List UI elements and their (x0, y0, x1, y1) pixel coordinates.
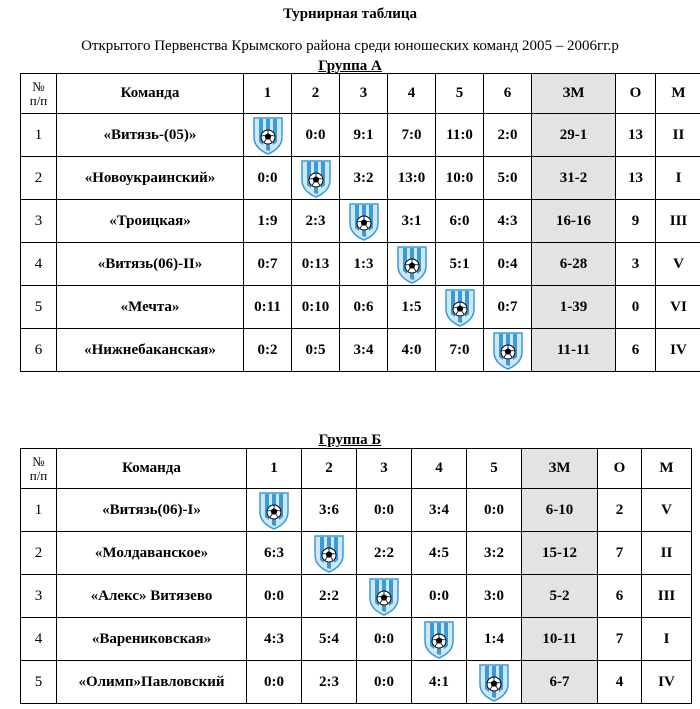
row-number: 2 (21, 157, 57, 200)
table-row (21, 661, 692, 704)
header-num (21, 74, 57, 114)
group-b-label: Группа Б (318, 432, 382, 448)
match-result: 0:10 (292, 286, 340, 329)
place-cell: III (642, 575, 692, 618)
group-a-table (20, 73, 700, 372)
team-name: «Витязь-(05)» (57, 114, 244, 157)
match-result: 1:9 (244, 200, 292, 243)
match-result: 11:0 (436, 114, 484, 157)
match-result: 0:13 (292, 243, 340, 286)
points-cell: 9 (616, 200, 656, 243)
points-cell: 3 (616, 243, 656, 286)
soccer-crest-icon (478, 662, 510, 702)
match-result: 2:0 (484, 114, 532, 157)
match-result: 3:2 (340, 157, 388, 200)
match-result: 3:6 (302, 489, 357, 532)
team-name: «Алекс» Витязево (57, 575, 247, 618)
match-result: 0:0 (357, 661, 412, 704)
points-cell: 6 (598, 575, 642, 618)
match-result: 0:7 (484, 286, 532, 329)
header-num-abbr: п/п (29, 467, 48, 483)
self-match-cell (412, 618, 467, 661)
place-cell: II (656, 114, 700, 157)
self-match-cell (357, 575, 412, 618)
match-result: 5:1 (436, 243, 484, 286)
group-b-table (20, 448, 692, 704)
match-result: 1:5 (388, 286, 436, 329)
self-match-cell (302, 532, 357, 575)
goals-cell: 6-10 (522, 489, 598, 532)
header-opponent-3: 3 (340, 74, 388, 114)
points-cell: 7 (598, 618, 642, 661)
place-cell: V (656, 243, 700, 286)
goals-cell: 15-12 (522, 532, 598, 575)
match-result: 0:7 (244, 243, 292, 286)
goals-cell: 31-2 (532, 157, 616, 200)
match-result: 6:0 (436, 200, 484, 243)
team-name: «Новоукраинский» (57, 157, 244, 200)
table-row (21, 329, 700, 372)
soccer-crest-icon (444, 287, 476, 327)
match-result: 0:0 (292, 114, 340, 157)
points-cell: 7 (598, 532, 642, 575)
match-result: 1:4 (467, 618, 522, 661)
header-opponent-1: 1 (244, 74, 292, 114)
team-name: «Мечта» (57, 286, 244, 329)
team-name: «Троицкая» (57, 200, 244, 243)
table-row (21, 286, 700, 329)
row-number: 5 (21, 286, 57, 329)
match-result: 1:3 (340, 243, 388, 286)
group-a-header-row (21, 74, 700, 114)
team-name: «Молдаванское» (57, 532, 247, 575)
goals-cell: 6-7 (522, 661, 598, 704)
header-opponent-1: 1 (247, 449, 302, 489)
table-row (21, 157, 700, 200)
place-cell: I (642, 618, 692, 661)
match-result: 5:4 (302, 618, 357, 661)
place-cell: III (656, 200, 700, 243)
header-team: Команда (57, 74, 244, 114)
group-a-label: Группа А (318, 58, 382, 74)
header-goals: ЗМ (532, 74, 616, 114)
match-result: 4:3 (247, 618, 302, 661)
goals-cell: 11-11 (532, 329, 616, 372)
table-row (21, 243, 700, 286)
place-cell: I (656, 157, 700, 200)
goals-cell: 1-39 (532, 286, 616, 329)
goals-cell: 6-28 (532, 243, 616, 286)
row-number: 5 (21, 661, 57, 704)
goals-cell: 5-2 (522, 575, 598, 618)
match-result: 3:2 (467, 532, 522, 575)
table-row (21, 618, 692, 661)
row-number: 3 (21, 200, 57, 243)
soccer-crest-icon (258, 490, 290, 530)
match-result: 4:0 (388, 329, 436, 372)
match-result: 5:0 (484, 157, 532, 200)
header-num-symbol: № (32, 453, 45, 469)
match-result: 9:1 (340, 114, 388, 157)
place-cell: IV (642, 661, 692, 704)
match-result: 0:4 (484, 243, 532, 286)
header-num (21, 449, 57, 489)
points-cell: 2 (598, 489, 642, 532)
table-row (21, 114, 700, 157)
match-result: 13:0 (388, 157, 436, 200)
header-opponent-4: 4 (412, 449, 467, 489)
group-b-header-row (21, 449, 692, 489)
header-opponent-2: 2 (292, 74, 340, 114)
soccer-crest-icon (423, 619, 455, 659)
page-subtitle: Открытого Первенства Крымского района среди юношеских команд 2005 – 2006гг.р (81, 38, 619, 54)
match-result: 7:0 (388, 114, 436, 157)
goals-cell: 16-16 (532, 200, 616, 243)
self-match-cell (292, 157, 340, 200)
table-row (21, 200, 700, 243)
match-result: 7:0 (436, 329, 484, 372)
match-result: 0:0 (412, 575, 467, 618)
self-match-cell (388, 243, 436, 286)
match-result: 4:5 (412, 532, 467, 575)
soccer-crest-icon (396, 244, 428, 284)
match-result: 0:0 (357, 489, 412, 532)
match-result: 0:5 (292, 329, 340, 372)
match-result: 4:1 (412, 661, 467, 704)
match-result: 0:0 (467, 489, 522, 532)
match-result: 3:4 (412, 489, 467, 532)
match-result: 3:4 (340, 329, 388, 372)
header-opponent-5: 5 (436, 74, 484, 114)
page-title: Турнирная таблица (282, 6, 418, 22)
self-match-cell (244, 114, 292, 157)
match-result: 2:2 (357, 532, 412, 575)
match-result: 10:0 (436, 157, 484, 200)
match-result: 2:3 (292, 200, 340, 243)
points-cell: 4 (598, 661, 642, 704)
row-number: 6 (21, 329, 57, 372)
table-row (21, 532, 692, 575)
header-team: Команда (57, 449, 247, 489)
points-cell: 13 (616, 114, 656, 157)
place-cell: IV (656, 329, 700, 372)
place-cell: VI (656, 286, 700, 329)
match-result: 4:3 (484, 200, 532, 243)
row-number: 3 (21, 575, 57, 618)
header-goals: ЗМ (522, 449, 598, 489)
team-name: «Олимп»Павловский (57, 661, 247, 704)
place-cell: V (642, 489, 692, 532)
soccer-crest-icon (492, 330, 524, 370)
place-cell: II (642, 532, 692, 575)
match-result: 3:0 (467, 575, 522, 618)
header-opponent-2: 2 (302, 449, 357, 489)
points-cell: 0 (616, 286, 656, 329)
soccer-crest-icon (313, 533, 345, 573)
match-result: 2:2 (302, 575, 357, 618)
team-name: «Витязь(06)-II» (57, 243, 244, 286)
match-result: 0:6 (340, 286, 388, 329)
match-result: 2:3 (302, 661, 357, 704)
points-cell: 6 (616, 329, 656, 372)
self-match-cell (436, 286, 484, 329)
header-opponent-4: 4 (388, 74, 436, 114)
match-result: 0:11 (244, 286, 292, 329)
self-match-cell (340, 200, 388, 243)
match-result: 0:0 (357, 618, 412, 661)
self-match-cell (247, 489, 302, 532)
points-cell: 13 (616, 157, 656, 200)
self-match-cell (484, 329, 532, 372)
header-opponent-3: 3 (357, 449, 412, 489)
header-place: М (656, 74, 700, 114)
table-row (21, 489, 692, 532)
row-number: 2 (21, 532, 57, 575)
header-num-abbr: п/п (29, 92, 48, 108)
match-result: 0:0 (244, 157, 292, 200)
soccer-crest-icon (300, 158, 332, 198)
header-place: М (642, 449, 692, 489)
team-name: «Варениковская» (57, 618, 247, 661)
soccer-crest-icon (348, 201, 380, 241)
match-result: 0:2 (244, 329, 292, 372)
header-points: О (598, 449, 642, 489)
header-opponent-6: 6 (484, 74, 532, 114)
header-num-symbol: № (32, 78, 45, 94)
header-opponent-5: 5 (467, 449, 522, 489)
row-number: 1 (21, 114, 57, 157)
soccer-crest-icon (368, 576, 400, 616)
soccer-crest-icon (252, 115, 284, 155)
goals-cell: 29-1 (532, 114, 616, 157)
match-result: 0:0 (247, 661, 302, 704)
table-row (21, 575, 692, 618)
match-result: 3:1 (388, 200, 436, 243)
match-result: 6:3 (247, 532, 302, 575)
team-name: «Нижнебаканская» (57, 329, 244, 372)
goals-cell: 10-11 (522, 618, 598, 661)
match-result: 0:0 (247, 575, 302, 618)
header-points: О (616, 74, 656, 114)
self-match-cell (467, 661, 522, 704)
row-number: 4 (21, 243, 57, 286)
row-number: 1 (21, 489, 57, 532)
team-name: «Витязь(06)-I» (57, 489, 247, 532)
row-number: 4 (21, 618, 57, 661)
